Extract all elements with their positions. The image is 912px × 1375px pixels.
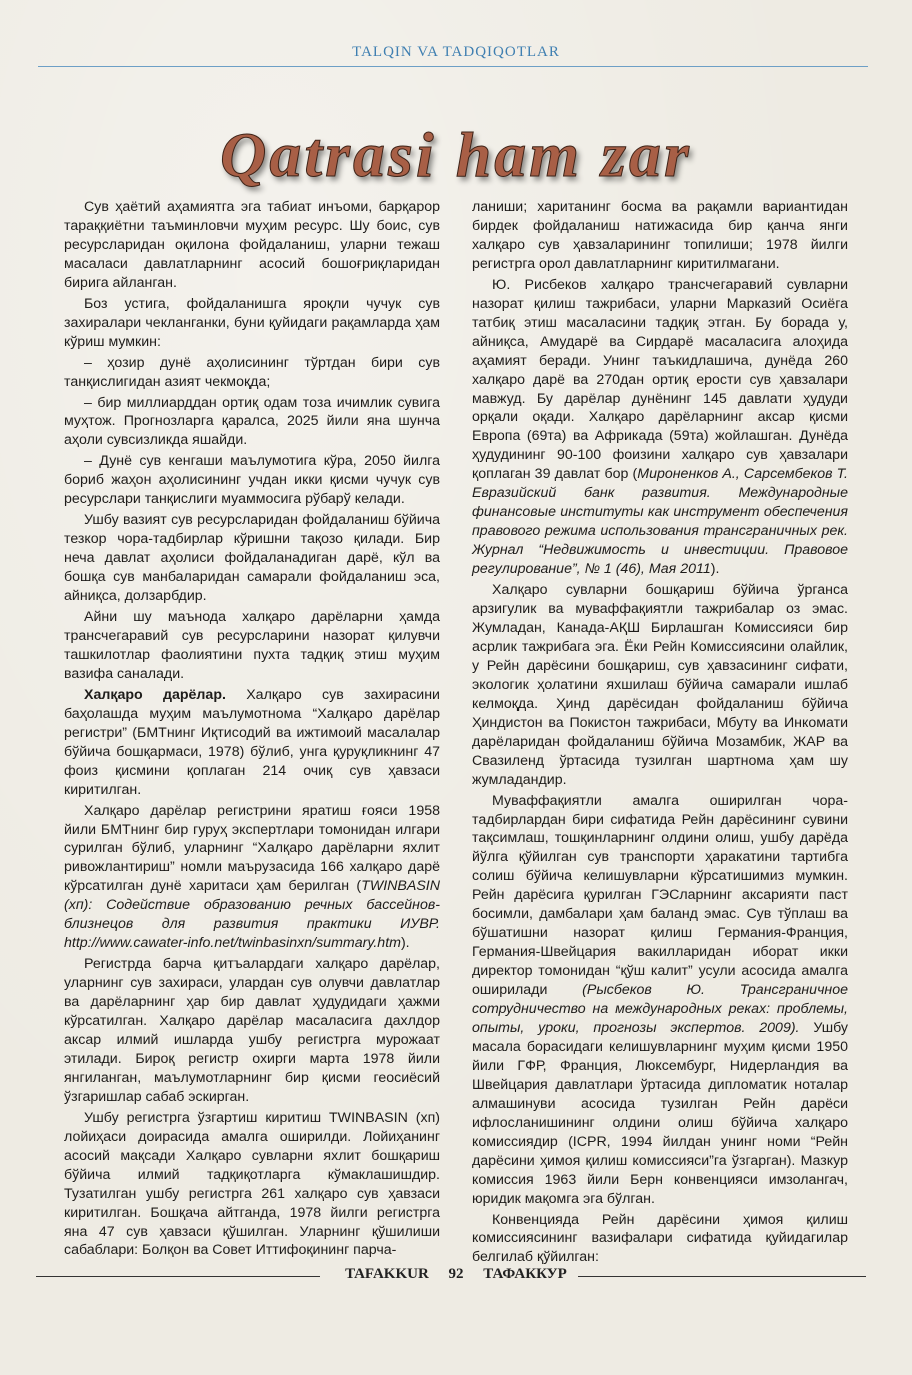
paragraph: Халқаро сувларни бошқариш бўйича ўрганса арзигулик ва муваффақиятли тажрибалар оз эмас. Жумладан, Канада-АҚШ Бирлашган Комиссияси бир асрлик тажрибага эга. Ёки Рейн Комиссиясини олайлик, у Рейн дарёсини бошқариш, сув ҳавзасининг сифати, экологик ҳолатини яхшилаш бўйича самарали ишлаб келмоқда. Ҳинд дарёсидан фойдаланиш бўйича Ҳиндистон ва Покистон тажрибаси, Мбуту ва Инкомати дарёларидан фойдаланиш бўйича Мозамбик, ЖАР ва Свазиленд ўртасида тузилган шартнома ҳам шу жумладандир. — [472, 582, 848, 788]
citation: (Рысбеков Ю. Трансграничное сотрудничество на международных реках: проблемы, опыты, уроки, прогнозы экспертов. 2009). — [472, 982, 849, 1036]
paragraph: Регистрда барча қитъалардаги халқаро дарёлар, уларнинг сув захираси, улардан сув олувчи давлатлар ва дарёларнинг ҳар бир давлат ҳудудидаги ҳажми кўрсатилган. Халқаро дарёлар масаласига дахлдор аксар илмий ишларда ушбу регистрга мурожаат этилади. Бироқ регистр охирги марта 1978 йили янгиланган, маълумотларнинг бир қисми геосиёсий ўзгаришлар сабаб эскирган. — [64, 956, 440, 1105]
paragraph: Айни шу маънода халқаро дарёларни ҳамда трансчегаравий сув ресурсларини назорат қилувчи ташкилотлар фаолиятини пухта тадқиқ этиш муҳим вазифа саналади. — [64, 609, 440, 682]
citation: Мироненков А., Сарсембеков Т. Евразийский банк развития. Международные финансовые институты как инструмент обеспечения правового режима использования трансграничных рек. Журнал “Недвижимость и инвестиции. Правовое регулирование”, № 1 (46), Мая 2011 — [472, 466, 848, 578]
paragraph-text: Ю. Рисбеков халқаро трансчегаравий сувларни назорат қилиш тажрибаси, уларни Марказий Осиёга татбиқ этиш масаласини тадқиқ этган. Бу борада у, айниқса, Амударё ва Сирдарё масаласига алоҳида аҳамият беради. Унинг таъкидлашича, дунёда 260 халқаро дарё ва 270дан ортиқ ерости сув ҳавзалари мавжуд. Бу дарёлар дунёнинг 145 давлати ҳудуди орқали оқади. Халқаро дарёларнинг аксар қисми Европа (69та) ва Африкада (59та) жойлашган. Дунёда ҳудудининг 90-100 фоизини халқаро сув ҳавзалари қоплаган 39 давлат бор ( — [472, 276, 848, 483]
paragraph — [64, 686, 440, 800]
footer-journal-latin: TAFAKKUR — [345, 1266, 429, 1282]
paragraph — [64, 802, 440, 954]
paragraph — [472, 792, 848, 1209]
paragraph-text: Муваффақиятли амалга оширилган чора-тадбирлардан бири сифатида Рейн дарёсининг сувини тақсимлаш, тошқинларнинг олдини олиш, ушбу дарёда йўлга қўйилган сув транспорти ҳаракатини тартибга солиш бўйича келишувларни кўрсатишимиз мумкин. Рейн дарёсига қурилган ГЭСларнинг аксарияти паст босимли, дамбалари ҳам баланд эмас. Сув тўплаш ва бўшатишни назорат қилиш Германия-Франция, Германия-Швейцария вакилларидан иборат икки директор томонидан “қўш калит” усули асосида амалга оширилади — [472, 792, 848, 999]
paragraph: Сув ҳаётий аҳамиятга эга табиат инъоми, барқарор тараққиётни таъминловчи муҳим ресурс. Шу боис, сув ресурсларидан оқилона фойдаланиш, уларни тежаш масаласи давлатларнинг асосий бошоғриқларидан бирига айланган. — [64, 199, 440, 291]
section-header: TALQIN VA TADQIQOTLAR — [352, 44, 560, 60]
footer-journal-cyrillic: ТАФАККУР — [483, 1266, 567, 1282]
paragraph: Боз устига, фойдаланишга яроқли чучук сув захиралари чекланганки, буни қуйидаги рақамларда ҳам кўриш мумкин: — [64, 295, 440, 350]
paragraph: Конвенцияда Рейн дарёсини ҳимоя қилиш комиссиясининг вазифалари сифатида қуйидагилар белгилаб қўйилган: — [472, 1211, 848, 1266]
paragraph — [472, 276, 848, 579]
paragraph-text: ). — [400, 935, 410, 952]
paragraph-text: ). — [710, 561, 720, 578]
right-column — [472, 198, 848, 1267]
paragraph-text: Халқаро сув захирасини баҳолашда муҳим маълумотнома “Халқаро дарёлар регистри” (БМТнинг Иқтисодий ва ижтимоий масалалар бўйича бошқармаси, 1978) бўлиб, унга қуруқликнинг 47 фоиз қисмини қоплаган 214 очиқ сув ҳавзаси киритилган. — [64, 686, 440, 798]
paragraph-text: Халқаро дарёлар регистрини яратиш ғояси 1958 йили БМТнинг бир гуруҳ экспертлари томонидан илгари сурилган бўлиб, уларнинг “Халқаро дарёларни яхлит ривожлантириш” номли маърузасида 166 халқаро дарё кўрсатилган дунё харитаси ҳам берилган ( — [64, 802, 440, 895]
subheading: Халқаро дарёлар. — [84, 686, 226, 703]
list-item: – Дунё сув кенгаши маълумотига кўра, 2050 йилга бориб жаҳон аҳолисининг учдан икки қисми чучук сув ресурслари танқислиги муаммосига рўбарў келади. — [64, 453, 440, 508]
citation: TWINBASIN (хп): Содействие образованию речных бассейнов-близнецов для развития практики ИУВР. http://www.cawater-info.net/twinbasinxn/summary.htm — [64, 878, 440, 952]
paragraph-text: Ушбу масала борасидаги келишувларнинг муҳим қисми 1950 йили ГФР, Франция, Люксембург, Нидерландия ва Швейцария давлатлари ўртасида дипломатик ноталар алмашинуви асосида тузилган Рейн дарёси ифлосланишининг олдини олиш бўйича халқаро комиссиядир (ICPR, 1994 йилдан унинг номи “Рейн дарёсини ҳимоя қилиш комиссияси”га ўзгарган). Мазкур комиссия 1963 йили Берн конвенцияси имзолангач, юридик мақомга эга бўлган. — [472, 1019, 848, 1207]
article-title: Qatrasi ham zar — [220, 119, 692, 190]
header-divider — [38, 66, 868, 67]
paragraph: Ушбу регистрга ўзгартиш киритиш TWINBASIN (хп) лойиҳаси доирасида амалга оширилди. Лойиҳанинг асосий мақсади Халқаро сувларни яхлит бошқариш бўйича илмий тадқиқотларга кўмаклашишдир. Тузатилган ушбу регистрга 261 халқаро сув ҳавзаси киритилган. Бошқача айтганда, 1978 йилги регистрга яна 47 сув ҳавзаси қўшилган. Уларнинг қўшилиши сабаблари: Болқон ва Совет Иттифоқининг парча- — [64, 1109, 440, 1259]
footer — [0, 1266, 912, 1283]
list-item: – бир миллиарддан ортиқ одам тоза ичимлик сувига муҳтож. Прогнозларга қаралса, 2025 йили яна шунча аҳоли сувсизликда яшайди. — [64, 394, 440, 449]
page-number: 92 — [448, 1266, 464, 1282]
paragraph: ланиши; хаританинг босма ва рақамли вариантидан бирдек фойдаланиш натижасида бир қанча янги халқаро сув ҳавзаларининг топилиши; 1978 йилги регистрга орол давлатларнинг киритилмагани. — [472, 199, 848, 272]
paragraph: Ушбу вазият сув ресурсларидан фойдаланиш бўйича тезкор чора-тадбирлар кўришни тақозо қилади. Бир неча давлат аҳолиси фойдаланадиган дарё, кўл ва бошқа сув манбаларидан самарали фойдаланиш эса, айниқса, долзарбдир. — [64, 512, 440, 605]
list-item: – ҳозир дунё аҳолисининг тўртдан бири сув танқислигидан азият чекмоқда; — [64, 354, 440, 390]
left-column — [64, 198, 440, 1260]
